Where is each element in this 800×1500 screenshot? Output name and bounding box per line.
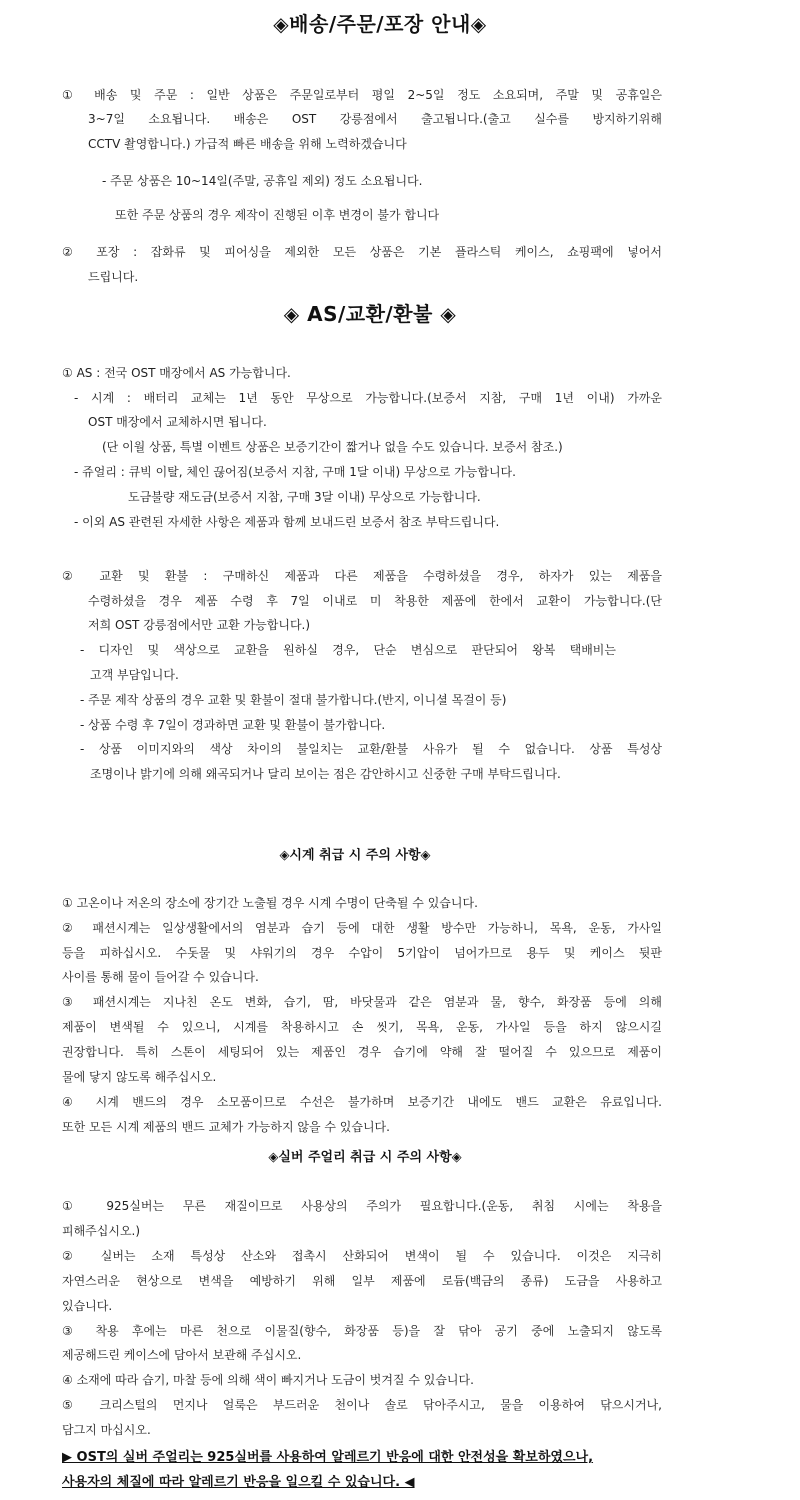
watch-line-4: 사이를 통해 물이 들어갈 수 있습니다.: [62, 970, 259, 984]
watch-care-title: ◈시계 취급 시 주의 사항◈: [279, 848, 431, 863]
as-line-8: ② 교환 및 환불 : 구매하신 제품과 다른 제품을 수령하셨을 경우, 하자가 있는 제품을: [62, 569, 662, 583]
silver-line-2: 피해주십시오.): [62, 1224, 141, 1238]
as-line-9: 수령하셨을 경우 제품 수령 후 7일 이내로 미 착용한 제품에 한에서 교환이 가능합니다.(단: [88, 594, 662, 608]
shipping-title: ◈배송/주문/포장 안내◈: [273, 12, 487, 36]
shipping-line-6: ② 포장 : 잡화류 및 피어싱을 제외한 모든 상품은 기본 플라스틱 케이스, 쇼핑팩에 넣어서: [62, 245, 662, 259]
as-line-2: - 시계 : 배터리 교체는 1년 동안 무상으로 가능합니다.(보증서 지참, 구매 1년 이내) 가까운: [74, 391, 662, 405]
silver-care-title: ◈실버 주얼리 취급 시 주의 사항◈: [268, 1150, 462, 1165]
shipping-line-4: - 주문 상품은 10~14일(주말, 공휴일 제외) 정도 소요됩니다.: [102, 174, 423, 188]
silver-line-6: ③ 착용 후에는 마른 천으로 이물질(향수, 화장품 등)을 잘 닦아 공기 중에 노출되지 않도록: [62, 1324, 662, 1338]
as-line-7: - 이외 AS 관련된 자세한 사항은 제품과 함께 보내드린 보증서 참조 부탁드립니다.: [74, 515, 500, 529]
silver-line-5: 있습니다.: [62, 1299, 113, 1313]
as-line-6: 도금불량 재도금(보증서 지참, 구매 3달 이내) 무상으로 가능합니다.: [128, 490, 481, 504]
as-line-15: - 상품 이미지와의 색상 차이의 불일치는 교환/환불 사유가 될 수 없습니다. 상품 특성상: [80, 742, 662, 756]
watch-line-8: 물에 닿지 않도록 해주십시오.: [62, 1070, 217, 1084]
as-line-11: - 디자인 및 색상으로 교환을 원하실 경우, 단순 변심으로 판단되어 왕복 택배비는: [80, 643, 616, 657]
silver-line-3: ② 실버는 소재 특성상 산소와 접촉시 산화되어 변색이 될 수 있습니다. 이것은 지극히: [62, 1249, 662, 1263]
silver-line-1: ① 925실버는 무른 재질이므로 사용상의 주의가 필요합니다.(운동, 취침 시에는 착용을: [62, 1199, 662, 1213]
shipping-line-2: 3~7일 소요됩니다. 배송은 OST 강릉점에서 출고됩니다.(출고 실수를 방지하기위해: [88, 112, 662, 126]
shipping-line-3: CCTV 촬영합니다.) 가급적 빠른 배송을 위해 노력하겠습니다: [88, 137, 407, 151]
watch-line-7: 권장합니다. 특히 스톤이 세팅되어 있는 제품인 경우 습기에 약해 잘 떨어질 수 있으므로 제품이: [62, 1045, 662, 1059]
as-line-12: 고객 부담입니다.: [90, 668, 179, 682]
as-title: ◈ AS/교환/환불 ◈: [283, 302, 457, 326]
watch-line-5: ③ 패션시계는 지나친 온도 변화, 습기, 땀, 바닷물과 같은 염분과 물, 향수, 화장품 등에 의해: [62, 995, 662, 1009]
watch-line-9: ④ 시계 밴드의 경우 소모품이므로 수선은 불가하며 보증기간 내에도 밴드 교환은 유료입니다.: [62, 1095, 662, 1109]
as-line-16: 조명이나 밝기에 의해 왜곡되거나 달리 보이는 점은 감안하시고 신중한 구매 부탁드립니다.: [90, 767, 561, 781]
watch-line-2: ② 패션시계는 일상생활에서의 염분과 습기 등에 대한 생활 방수만 가능하니, 목욕, 운동, 가사일: [62, 921, 662, 935]
watch-line-3: 등을 피하십시오. 수돗물 및 샤워기의 경우 수압이 5기압이 넘어가므로 용두 및 케이스 뒷판: [62, 946, 662, 960]
as-line-1: ① AS : 전국 OST 매장에서 AS 가능합니다.: [62, 366, 291, 380]
silver-line-7: 제공해드린 케이스에 담아서 보관해 주십시오.: [62, 1348, 302, 1362]
as-line-14: - 상품 수령 후 7일이 경과하면 교환 및 환불이 불가합니다.: [80, 718, 386, 732]
shipping-line-7: 드립니다.: [88, 270, 139, 284]
silver-line-10: 담그지 마십시오.: [62, 1423, 151, 1437]
as-line-10: 저희 OST 강릉점에서만 교환 가능합니다.): [88, 618, 311, 632]
silver-line-8: ④ 소재에 따라 습기, 마찰 등에 의해 색이 빠지거나 도금이 벗겨질 수 있습니다.: [62, 1373, 474, 1387]
shipping-line-5: 또한 주문 상품의 경우 제작이 진행된 이후 변경이 불가 합니다: [115, 208, 440, 222]
as-line-4: (단 이월 상품, 특별 이벤트 상품은 보증기간이 짧거나 없을 수도 있습니다. 보증서 참조.): [102, 440, 563, 454]
silver-line-9: ⑤ 크리스털의 먼지나 얼룩은 부드러운 천이나 솔로 닦아주시고, 물을 이용하여 닦으시거나,: [62, 1398, 662, 1412]
shipping-line-1: ① 배송 및 주문 : 일반 상품은 주문일로부터 평일 2~5일 정도 소요되며, 주말 및 공휴일은: [62, 88, 662, 102]
silver-line-4: 자연스러운 현상으로 변색을 예방하기 위해 일부 제품에 로듐(백금의 종류) 도금을 사용하고: [62, 1274, 662, 1288]
as-line-5: - 쥬얼리 : 큐빅 이탈, 체인 끊어짐(보증서 지참, 구매 1달 이내) 무상으로 가능합니다.: [74, 465, 516, 479]
watch-line-10: 또한 모든 시계 제품의 밴드 교체가 가능하지 않을 수 있습니다.: [62, 1120, 390, 1134]
as-line-3: OST 매장에서 교체하시면 됩니다.: [88, 415, 267, 429]
watch-line-1: ① 고온이나 저온의 장소에 장기간 노출될 경우 시계 수명이 단축될 수 있습니다.: [62, 896, 478, 910]
allergy-warning-line-2: 사용자의 체질에 따라 알레르기 반응을 일으킬 수 있습니다. ◀: [62, 1475, 415, 1490]
allergy-warning-line-1: ▶ OST의 실버 주얼리는 925실버를 사용하여 알레르기 반응에 대한 안전성을 확보하였으나,: [62, 1450, 594, 1465]
as-line-13: - 주문 제작 상품의 경우 교환 및 환불이 절대 불가합니다.(반지, 이니셜 목걸이 등): [80, 693, 507, 707]
watch-line-6: 제품이 변색될 수 있으니, 시계를 착용하시고 손 씻기, 목욕, 운동, 가사일 등을 하지 않으시길: [62, 1020, 662, 1034]
